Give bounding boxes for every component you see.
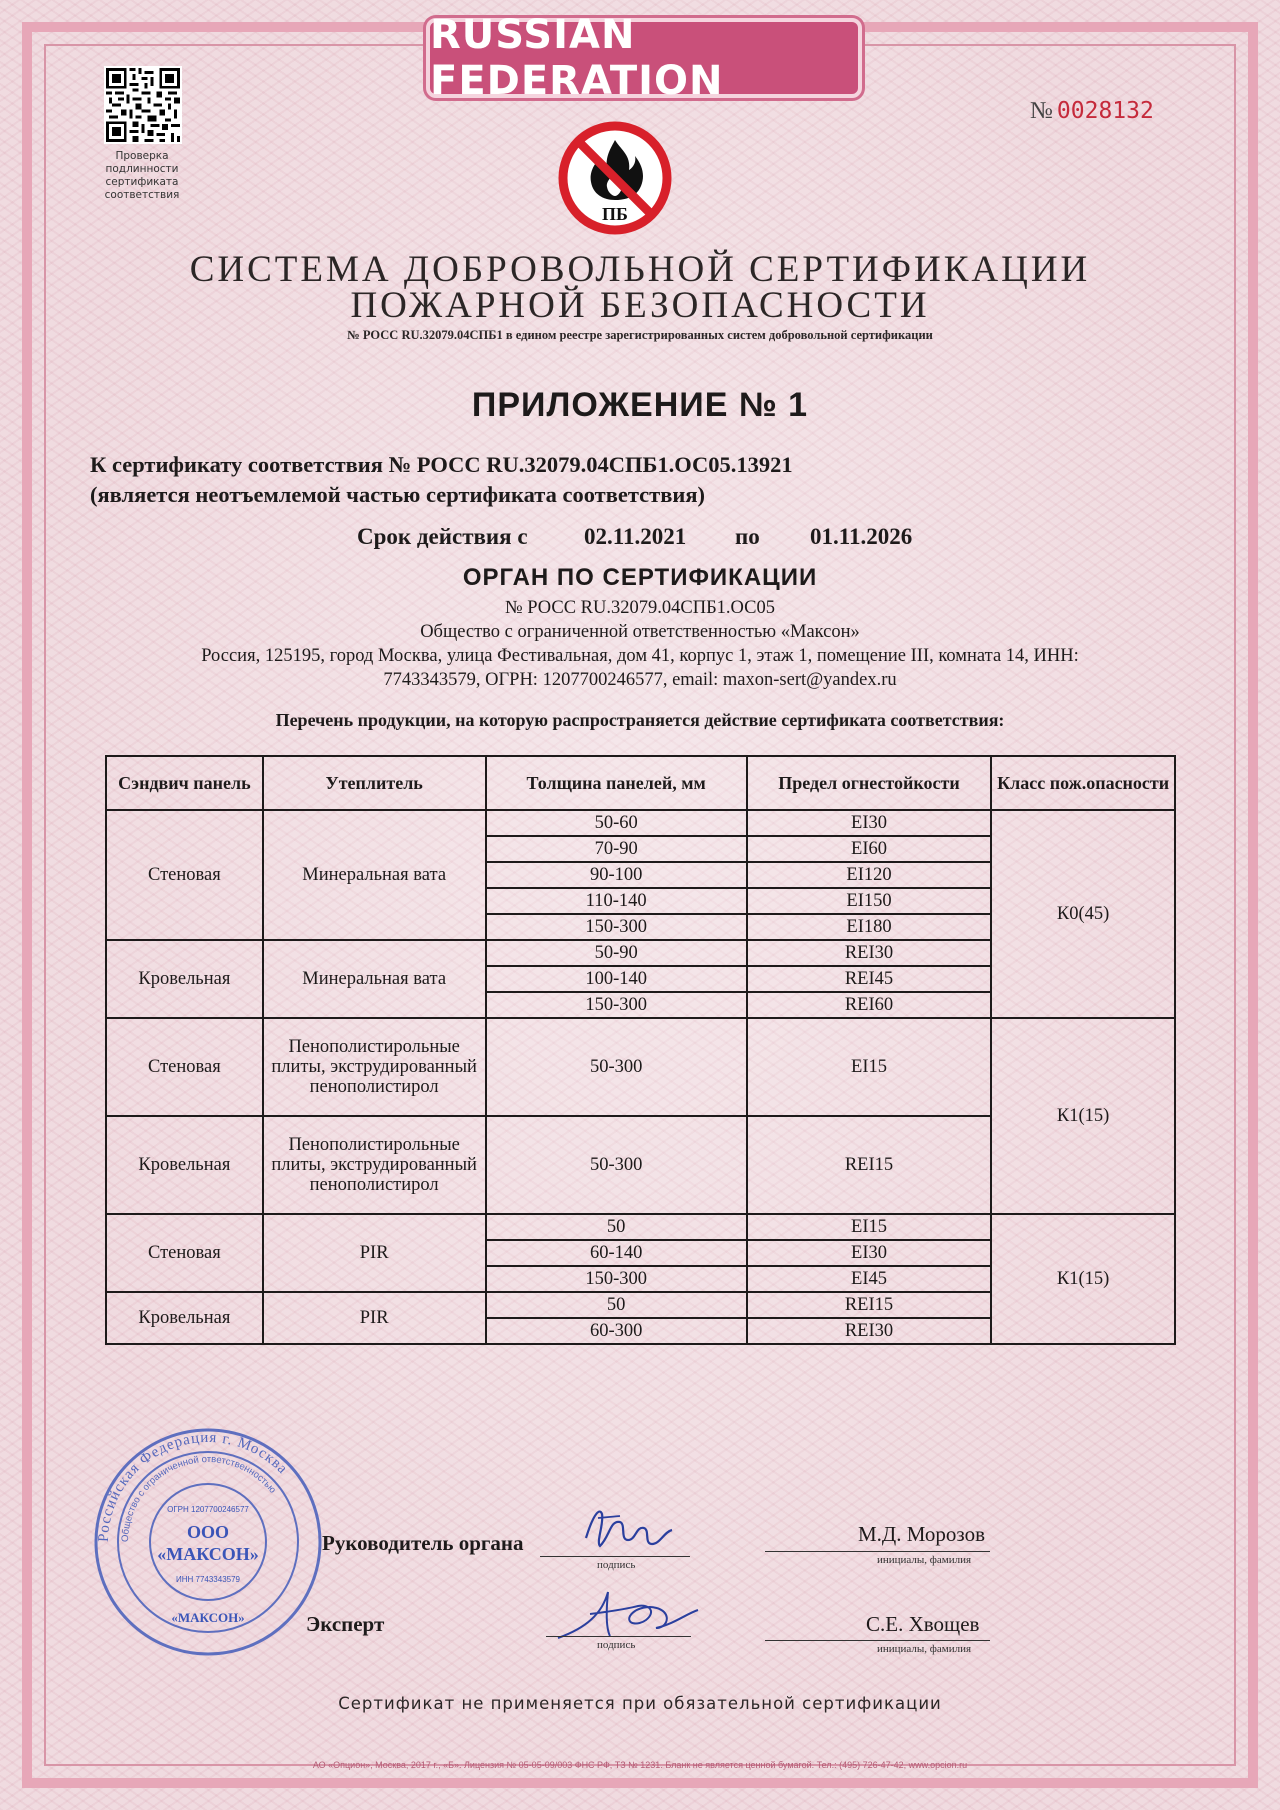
head-name: М.Д. Морозов [858, 1522, 985, 1546]
qr-caption-line: сертификата [105, 176, 179, 188]
thickness-cell: 150-300 [486, 992, 747, 1018]
validity-to-date: 01.11.2026 [810, 524, 913, 549]
thickness-cell: 150-300 [486, 1266, 747, 1292]
fire-resistance-cell: EI150 [747, 888, 991, 914]
insulation-cell: Пенополистирольные плиты, экструдированный пенополистирол [263, 1018, 486, 1116]
seal-inn: ИНН 7743343579 [175, 1575, 241, 1584]
fire-resistance-cell: EI45 [747, 1266, 991, 1292]
column-header: Сэндвич панель [106, 756, 263, 810]
column-header: Толщина панелей, мм [486, 756, 747, 810]
seal-outer-text: Российская Федерация г. Москва [95, 1429, 291, 1543]
thickness-cell: 110-140 [486, 888, 747, 914]
insulation-cell: PIR [263, 1292, 486, 1344]
validity-from-label: Срок действия с [357, 524, 528, 549]
name-line [765, 1551, 990, 1552]
fire-resistance-cell: REI30 [747, 1318, 991, 1344]
thickness-cell: 60-140 [486, 1240, 747, 1266]
organ-address: Россия, 125195, город Москва, улица Фестивальная, дом 41, корпус 1, этаж 1, помещение III, комната 14, ИНН: [201, 646, 1079, 666]
no-fire-prohibition-icon [557, 120, 673, 236]
fire-resistance-cell: REI60 [747, 992, 991, 1018]
insulation-cell: Минеральная вата [263, 940, 486, 1018]
thickness-cell: 50-60 [486, 810, 747, 836]
validity-to-label: по [735, 524, 760, 549]
organ-address-contacts: 7743343579, ОГРН: 1207700246577, email: maxon-sert@yandex.ru [383, 670, 897, 690]
seal-name-line-1: ООО [186, 1522, 230, 1542]
thickness-cell: 50-300 [486, 1018, 747, 1116]
thickness-cell: 90-100 [486, 862, 747, 888]
signature-caption: подпись [597, 1559, 636, 1571]
country-banner-text: RUSSIAN FEDERATION [430, 12, 724, 104]
qr-code-icon[interactable] [104, 66, 182, 144]
qr-caption-line: соответствия [104, 189, 180, 201]
table-row [106, 810, 1175, 836]
organ-name: Общество с ограниченной ответственностью «Максон» [420, 622, 860, 642]
organ-number: № РОСС RU.32079.04СПБ1.ОС05 [504, 598, 775, 618]
panel-cell: Стеновая [106, 1018, 263, 1116]
certificate-reference: К сертификату соответствия № РОСС RU.32079.04СПБ1.ОС05.13921 [90, 452, 793, 477]
signature-caption: подпись [597, 1639, 636, 1651]
fire-resistance-cell: EI60 [747, 836, 991, 862]
system-title-line-2: ПОЖАРНОЙ БЕЗОПАСНОСТИ [350, 285, 930, 326]
insulation-cell: Минеральная вата [263, 810, 486, 940]
thickness-cell: 150-300 [486, 914, 747, 940]
panel-cell: Стеновая [106, 1214, 263, 1292]
column-header: Предел огнестойкости [747, 756, 991, 810]
signature-line [546, 1636, 691, 1637]
certificate-note: (является неотъемлемой частью сертификата соответствия) [90, 482, 706, 507]
panel-cell: Кровельная [106, 940, 263, 1018]
product-list-heading: Перечень продукции, на которую распространяется действие сертификата соответствия: [275, 710, 1005, 730]
fire-resistance-cell: REI15 [747, 1292, 991, 1318]
head-signature [580, 1500, 676, 1556]
fire-resistance-cell: EI15 [747, 1018, 991, 1116]
signature-line [540, 1556, 690, 1557]
validity-from-date: 02.11.2021 [584, 524, 687, 549]
qr-caption-line: подлинности [105, 163, 179, 175]
organ-title: ОРГАН ПО СЕРТИФИКАЦИИ [462, 564, 818, 591]
fire-resistance-cell: EI30 [747, 810, 991, 836]
serial-value: 0028132 [1056, 98, 1154, 124]
hazard-class-cell: К1(15) [991, 1214, 1175, 1344]
expert-name: С.Е. Хвощев [866, 1612, 980, 1636]
fire-resistance-cell: REI30 [747, 940, 991, 966]
product-table [105, 755, 1176, 1345]
name-line [765, 1640, 990, 1641]
seal-bottom-text: «МАКСОН» [171, 1610, 245, 1625]
fire-resistance-cell: REI15 [747, 1116, 991, 1214]
footer-note: Сертификат не применяется при обязательной сертификации [338, 1694, 942, 1713]
thickness-cell: 50 [486, 1292, 747, 1318]
panel-cell: Кровельная [106, 1292, 263, 1344]
serial-number [1030, 98, 1154, 125]
seal-ring-text: Общество с ограниченной ответственностью [119, 1453, 278, 1543]
expert-label: Эксперт [306, 1612, 385, 1636]
appendix-title: ПРИЛОЖЕНИЕ № 1 [471, 386, 809, 424]
thickness-cell: 50-300 [486, 1116, 747, 1214]
seal-ogrn: ОГРН 1207700246577 [167, 1505, 249, 1514]
hazard-class-cell: К0(45) [991, 810, 1175, 1018]
hazard-class-cell: К1(15) [991, 1018, 1175, 1214]
seal-name-line-2: «МАКСОН» [157, 1544, 259, 1564]
registry-note: № РОСС RU.32079.04СПБ1 в едином реестре зарегистрированных систем добровольной сертификации [347, 328, 933, 342]
printer-imprint: АО «Опцион», Москва, 2017 г., «Б». Лицензия № 05-05-09/003 ФНС РФ, ТЗ № 1231. Бланк не является ценной бумагой. Тел.: (495) 726-47-42, www.opcion.ru [312, 1760, 968, 1770]
thickness-cell: 70-90 [486, 836, 747, 862]
thickness-cell: 50 [486, 1214, 747, 1240]
column-header: Утеплитель [263, 756, 486, 810]
qr-caption [92, 150, 192, 202]
column-header: Класс пож.опасности [991, 756, 1175, 810]
head-of-body-label: Руководитель органа [322, 1531, 524, 1555]
fire-resistance-cell: REI45 [747, 966, 991, 992]
serial-symbol: № [1030, 98, 1053, 124]
panel-cell: Кровельная [106, 1116, 263, 1214]
thickness-cell: 100-140 [486, 966, 747, 992]
thickness-cell: 60-300 [486, 1318, 747, 1344]
fire-resistance-cell: EI30 [747, 1240, 991, 1266]
thickness-cell: 50-90 [486, 940, 747, 966]
table-row [106, 1214, 1175, 1240]
qr-caption-line: Проверка [115, 150, 169, 162]
company-seal [92, 1426, 324, 1658]
table-row [106, 1018, 1175, 1116]
fire-resistance-cell: EI15 [747, 1214, 991, 1240]
insulation-cell: PIR [263, 1214, 486, 1292]
name-caption: инициалы, фамилия [877, 1554, 972, 1566]
system-title-line-1: СИСТЕМА ДОБРОВОЛЬНОЙ СЕРТИФИКАЦИИ [189, 249, 1091, 290]
logo-text: ПБ [602, 204, 628, 224]
name-caption: инициалы, фамилия [877, 1643, 972, 1655]
table-header-row [106, 756, 1175, 810]
insulation-cell: Пенополистирольные плиты, экструдированный пенополистирол [263, 1116, 486, 1214]
fire-resistance-cell: EI120 [747, 862, 991, 888]
panel-cell: Стеновая [106, 810, 263, 940]
country-banner [426, 12, 862, 104]
fire-resistance-cell: EI180 [747, 914, 991, 940]
